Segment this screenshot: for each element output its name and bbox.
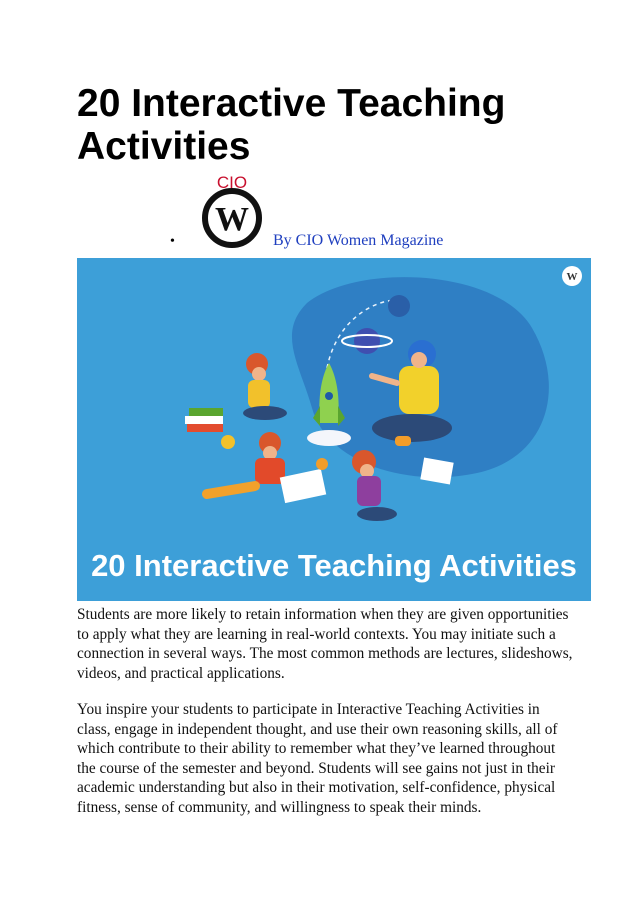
hero-illustration bbox=[77, 258, 591, 601]
paragraph-2: You inspire your students to participate in Interactive Teaching Activities in class, engage in independent thought, and use their own reasoning skills, all of which contribute to their ability to remember what they’ve learned throughout the course of the semester and beyond. Students will see gains not just in their academic understanding but also in their motivation, self-confidence, physical fitness, sense of community, and willingness to speak their minds. bbox=[77, 701, 558, 816]
bullet-marker: • bbox=[170, 234, 175, 249]
hero-overlay-title: 20 Interactive Teaching Activities bbox=[91, 548, 577, 583]
author-link[interactable]: By CIO Women Magazine bbox=[273, 232, 444, 249]
books-icon bbox=[185, 408, 223, 432]
svg-text:CIO: CIO bbox=[216, 173, 248, 192]
svg-text:W: W bbox=[215, 201, 249, 238]
byline bbox=[170, 170, 590, 250]
planet-ringed-icon bbox=[354, 328, 380, 354]
article-title: 20 Interactive Teaching Activities bbox=[77, 82, 506, 168]
planet-icon bbox=[388, 295, 410, 317]
svg-text:W: W bbox=[566, 271, 578, 283]
paragraph-1: Students are more likely to retain information when they are given opportunities to apply what they are learning in real-world contexts. You may initiate such a connection in several ways. The most common methods are lectures, slideshows, videos, and practical applications. bbox=[77, 606, 573, 682]
cio-women-logo bbox=[198, 172, 266, 250]
